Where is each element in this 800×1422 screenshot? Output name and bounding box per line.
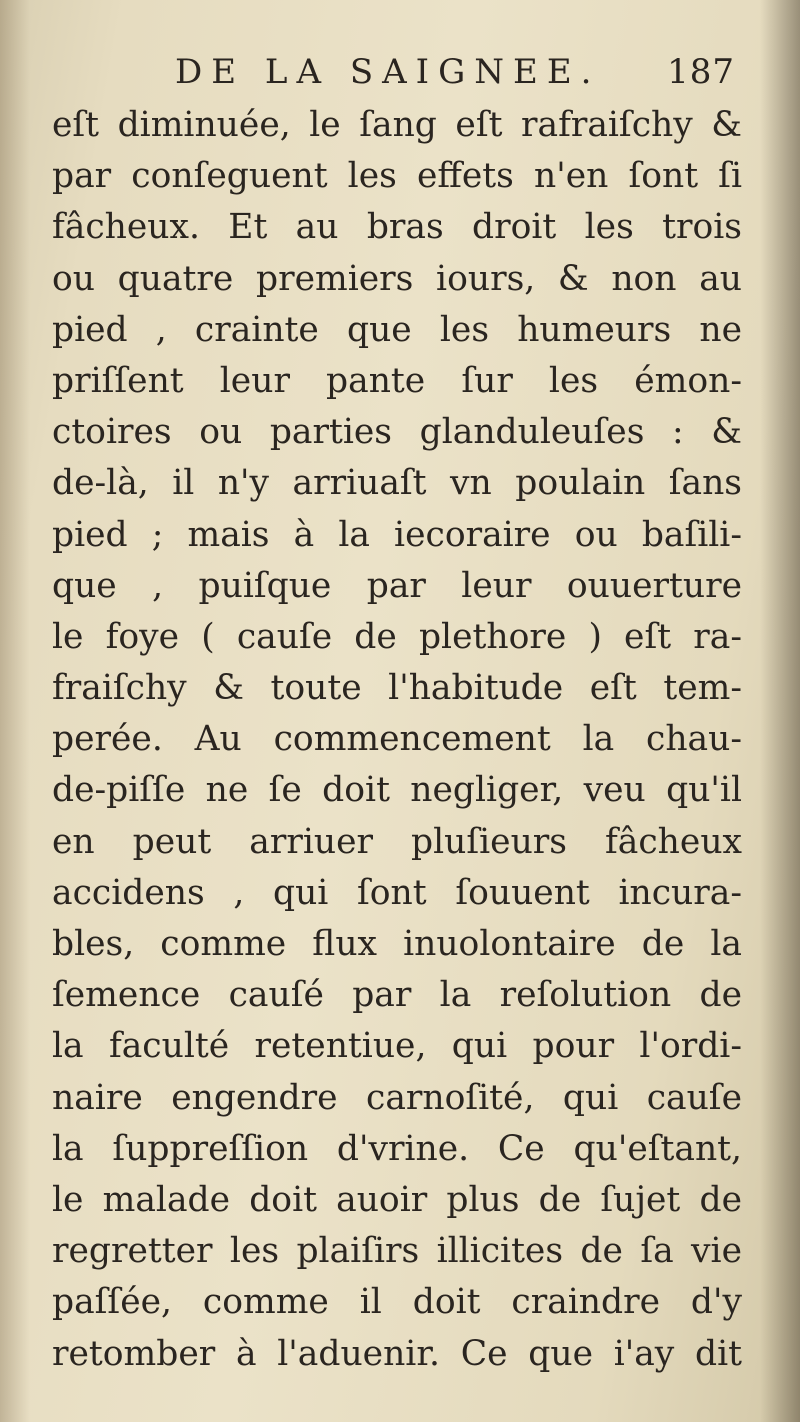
text-line: retomber à l'aduenir. Ce que i'ay dit (52, 1333, 742, 1374)
text-line: en peut arriuer pluſieurs fâcheux (52, 821, 742, 862)
text-line: regretter les plaiſirs illicites de ſa vie (52, 1231, 742, 1272)
text-line: fâcheux. Et au bras droit les trois (52, 207, 742, 248)
page-number: 187 (667, 52, 735, 92)
text-line: le foye ( cauſe de plethore ) eſt ra- (52, 616, 742, 657)
text-line: la faculté retentiue, qui pour l'ordi- (52, 1026, 742, 1067)
text-line: le malade doit auoir plus de ſujet de (52, 1179, 742, 1220)
text-line: par conſeguent les effets n'en ſont ſi (52, 156, 742, 197)
running-title: DE LA SAIGNEE. (175, 52, 601, 92)
text-line: la ſuppreſſion d'vrine. Ce qu'eſtant, (52, 1128, 742, 1169)
text-line: eſt diminuée, le ſang eſt rafraiſchy & (52, 105, 742, 145)
body-text (52, 100, 742, 1380)
text-line: fraiſchy & toute l'habitude eſt tem- (52, 668, 742, 709)
text-line: pied , crainte que les humeurs ne (52, 309, 742, 350)
text-line: ou quatre premiers iours, & non au (52, 258, 742, 299)
text-line: bles, comme flux inuolontaire de la (52, 924, 742, 964)
text-line: ſemence cauſé par la reſolution de (52, 975, 742, 1016)
text-line: priſſent leur pante ſur les émon- (52, 360, 742, 401)
text-line: accidens , qui ſont ſouuent incura- (52, 872, 742, 913)
text-line: de-là, il n'y arriuaſt vn poulain ſans (52, 463, 742, 504)
text-line: de-piſſe ne ſe doit negliger, veu qu'il (52, 770, 742, 811)
text-line: perée. Au commencement la chau- (52, 719, 742, 760)
text-line: ctoires ou parties glanduleuſes : & (52, 412, 742, 453)
text-line: paſſée, comme il doit craindre d'y (52, 1282, 742, 1323)
text-line: naire engendre carnoſité, qui cauſe (52, 1077, 742, 1118)
running-head (175, 52, 735, 100)
text-line: que , puiſque par leur ouuerture (52, 565, 742, 606)
text-line: pied ; mais à la iecoraire ou baſili- (52, 514, 742, 555)
